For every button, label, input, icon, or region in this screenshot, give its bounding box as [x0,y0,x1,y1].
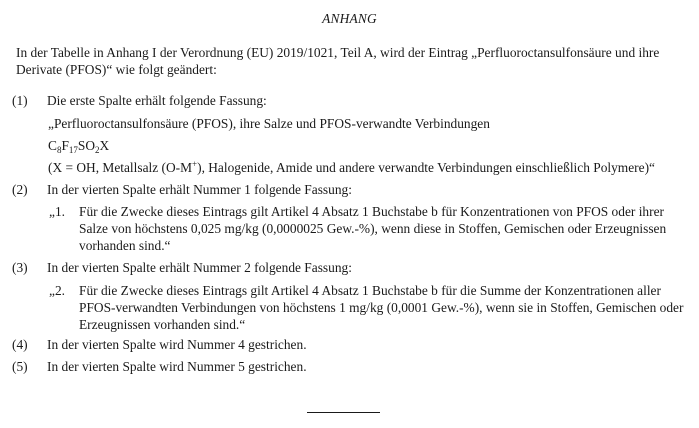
chemical-formula [48,137,109,154]
amendment-number-5: (5) [12,359,28,374]
entry-name: „Perfluoroctansulfonsäure (PFOS), ihre Salze und PFOS-verwandte Verbindungen [48,116,490,131]
x-definition-post: ), Halogenide, Amide und andere verwandte Verbindungen einschließlich Polymere)“ [197,160,655,175]
formula-f-sub: 17 [68,145,78,155]
x-definition-sup: + [192,159,198,169]
amendment-text-2: In der vierten Spalte erhält Nummer 1 folgende Fassung: [47,182,352,197]
x-definition [48,159,655,176]
x-definition-pre: (X = OH, Metallsalz (O-M [48,160,193,175]
amendment-number-2: (2) [12,182,28,197]
formula-so: SO [77,138,96,153]
formula-f: F [61,138,69,153]
amendment-number-3: (3) [12,260,28,275]
sub-number-2: „2. [49,283,65,298]
sub-number-1: „1. [49,204,65,219]
sub-text-1: Für die Zwecke dieses Eintrags gilt Artikel 4 Absatz 1 Buchstabe b für Konzentrationen von PFOS oder ihrer Salze von höchstens 0,025 mg/kg (0,0000025 Gew.-%), wenn diese in Stoffen, Gemischen oder Erzeugnissen vorhanden sind.“ [79,204,667,253]
annex-heading: ANHANG [322,11,377,26]
intro-paragraph: In der Tabelle in Anhang I der Verordnung (EU) 2019/1021, Teil A, wird der Eintrag „Perfluoroctansulfonsäure und ihre Derivate (PFOS)“ wie folgt geändert: [16,45,660,77]
amendment-text-5: In der vierten Spalte wird Nummer 5 gestrichen. [47,359,307,374]
formula-so-sub: 2 [95,145,100,155]
end-rule [307,412,380,413]
amendment-text-1: Die erste Spalte erhält folgende Fassung: [47,93,267,108]
formula-c-sub: 8 [56,145,62,155]
formula-c: C [48,138,57,153]
amendment-number-4: (4) [12,337,28,352]
amendment-number-1: (1) [12,93,28,108]
amendment-text-4: In der vierten Spalte wird Nummer 4 gestrichen. [47,337,307,352]
formula-x: X [99,138,110,153]
amendment-text-3: In der vierten Spalte erhält Nummer 2 folgende Fassung: [47,260,352,275]
sub-text-2: Für die Zwecke dieses Eintrags gilt Artikel 4 Absatz 1 Buchstabe b für die Summe der Konzentrationen aller PFOS-verwandten Verbindungen von höchstens 1 mg/kg (0,0001 Gew.-%), wenn sie in Stoffen, Gemischen oder Erzeugnissen vorhanden sind.“ [79,283,684,332]
